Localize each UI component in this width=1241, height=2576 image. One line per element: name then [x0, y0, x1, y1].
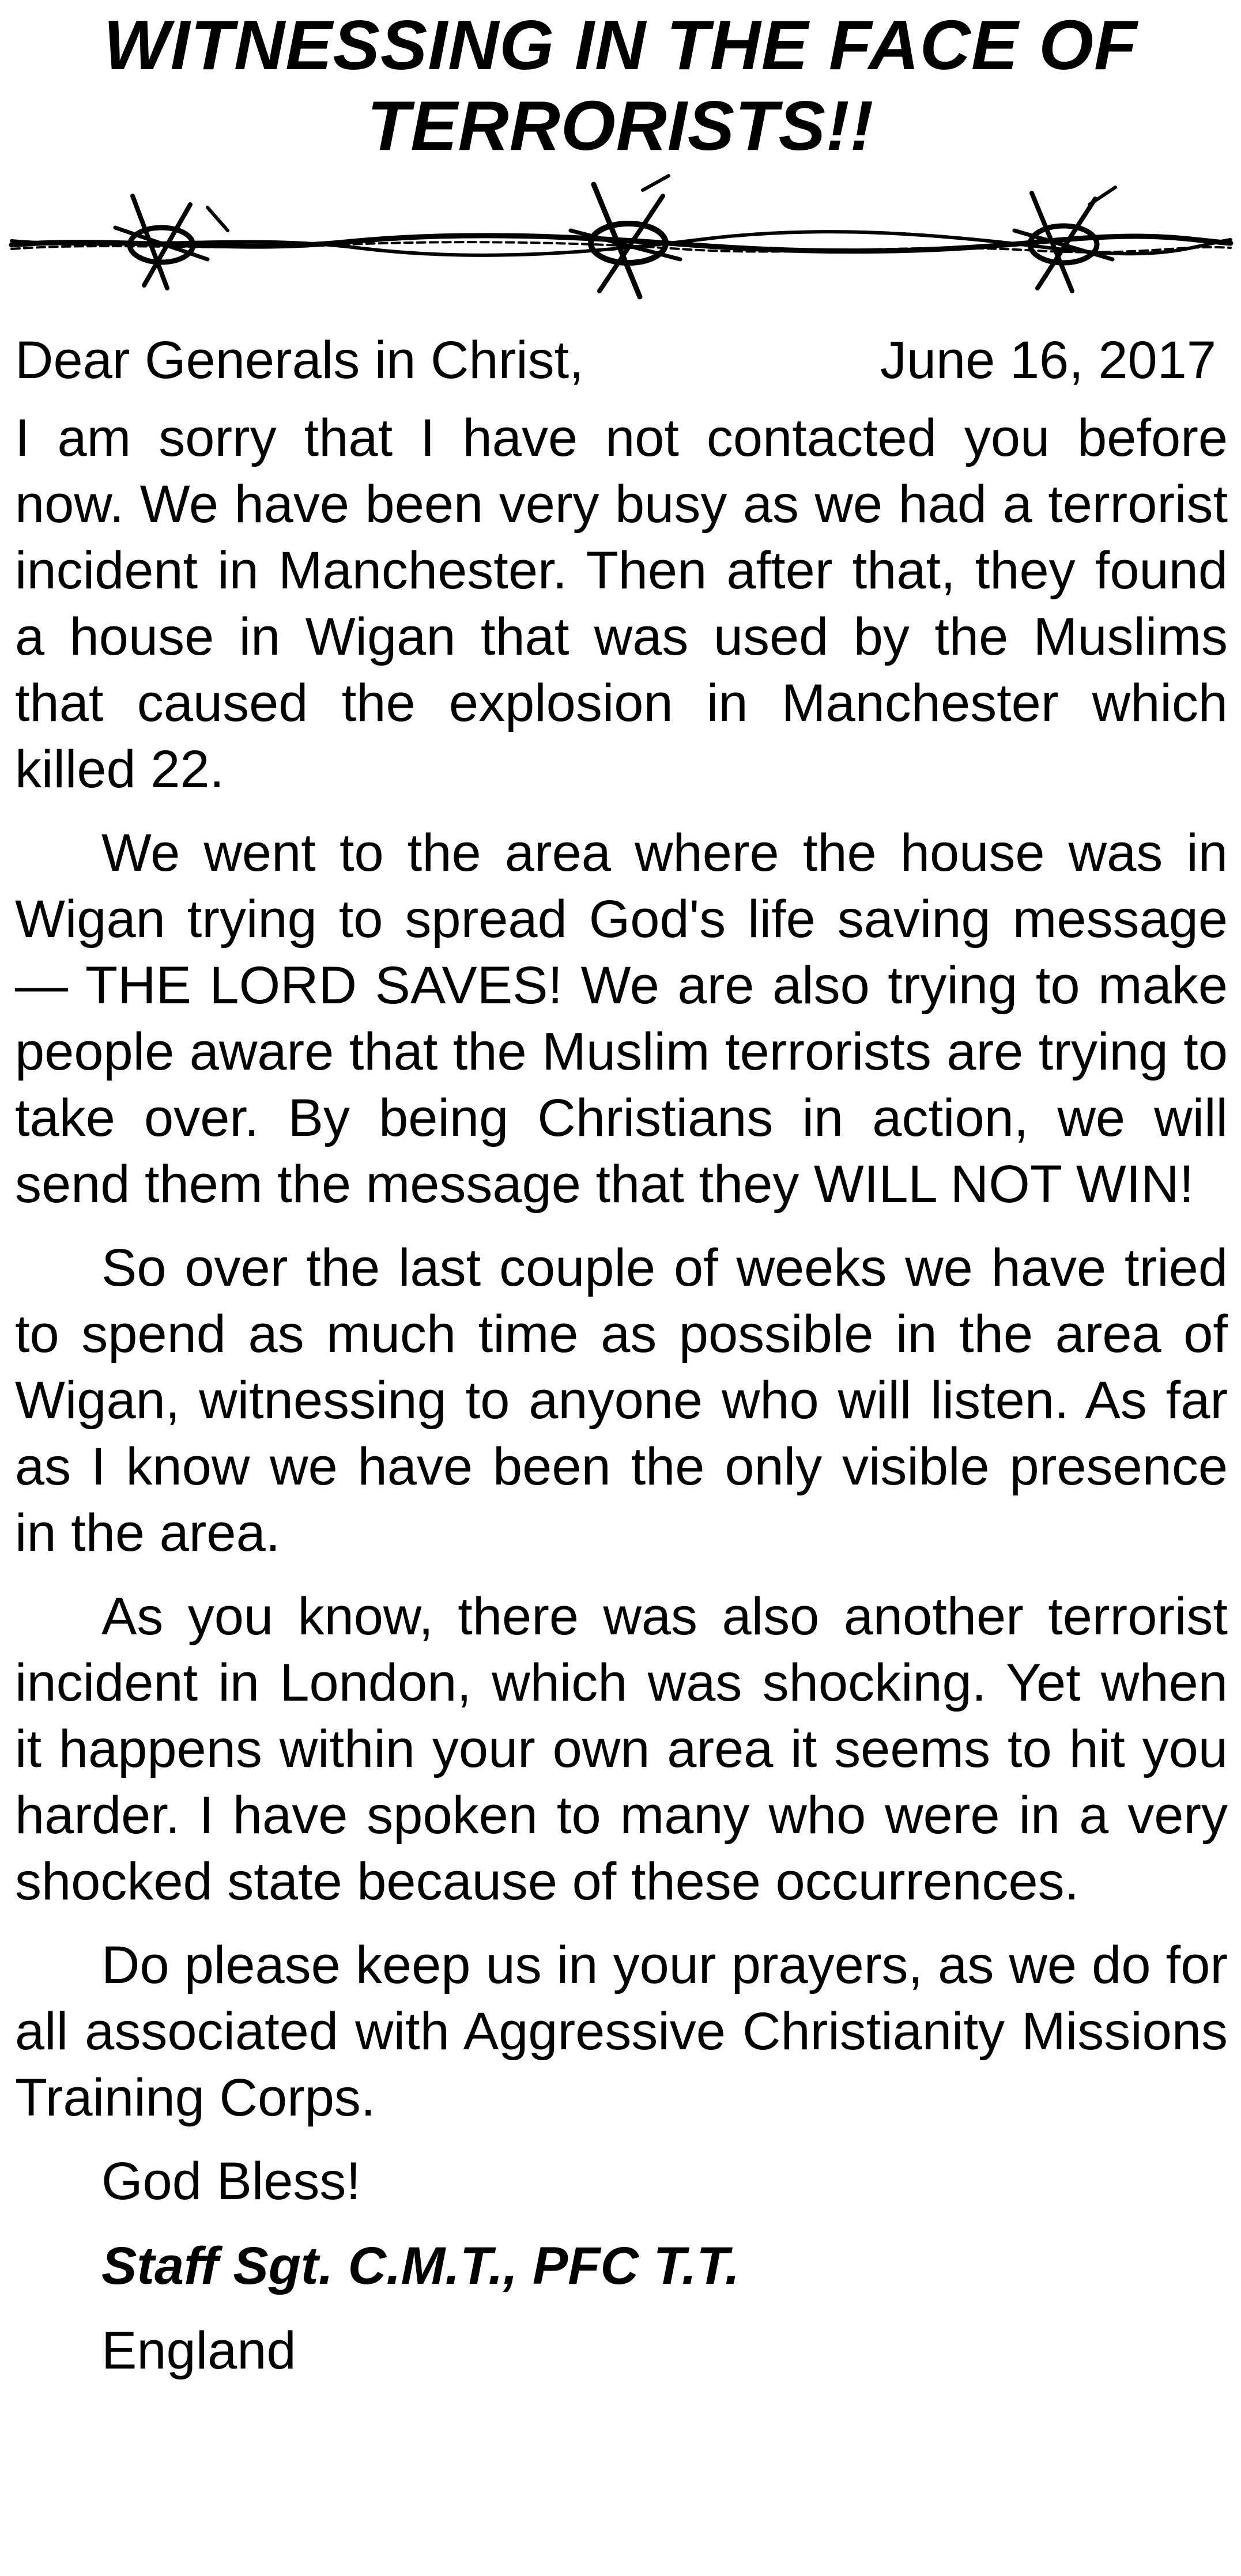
paragraph-4: As you know, there was also another terrorist incident in London, which was shocking. Yet when it happens within your own area it seems to hit you harder. I have spoken to many who were in a very shocked state because of these occurrences.	[15, 1587, 1228, 1911]
title-line-1: WITNESSING IN THE FACE OF	[103, 6, 1138, 84]
paragraph-3: So over the last couple of weeks we have tried to spend as much time as possible in the area of Wigan, witnessing to anyone who will listen. As far as I know we have been the only visible presence in the area.	[15, 1238, 1228, 1562]
closing: God Bless!	[101, 2152, 361, 2211]
barbed-wire-divider	[0, 173, 1241, 305]
salutation: Dear Generals in Christ,	[15, 331, 584, 390]
signature: Staff Sgt. C.M.T., PFC T.T.	[101, 2237, 740, 2295]
letter-date: June 16, 2017	[880, 331, 1216, 390]
paragraph-2: We went to the area where the house was in Wigan trying to spread God's life saving message— THE LORD SAVES! We are also trying to make people aware that the Muslim terrorists are trying to take over. By being Christians in action, we will send them the message that they WILL NOT WIN!	[15, 824, 1228, 1214]
letter-body	[15, 327, 1228, 2403]
paragraph-1: I am sorry that I have not contacted you before now. We have been very busy as we had a terrorist incident in Manchester. Then after that, they found a house in Wigan that was used by the Muslims that caused the explosion in Manchester which killed 22.	[15, 409, 1228, 799]
page-title	[0, 5, 1241, 166]
title-line-2: TERRORISTS!!	[367, 86, 874, 165]
paragraph-5: Do please keep us in your prayers, as we do for all associated with Aggressive Christianity Missions Training Corps.	[15, 1936, 1228, 2127]
location: England	[101, 2321, 296, 2380]
salutation-row	[15, 327, 1228, 394]
